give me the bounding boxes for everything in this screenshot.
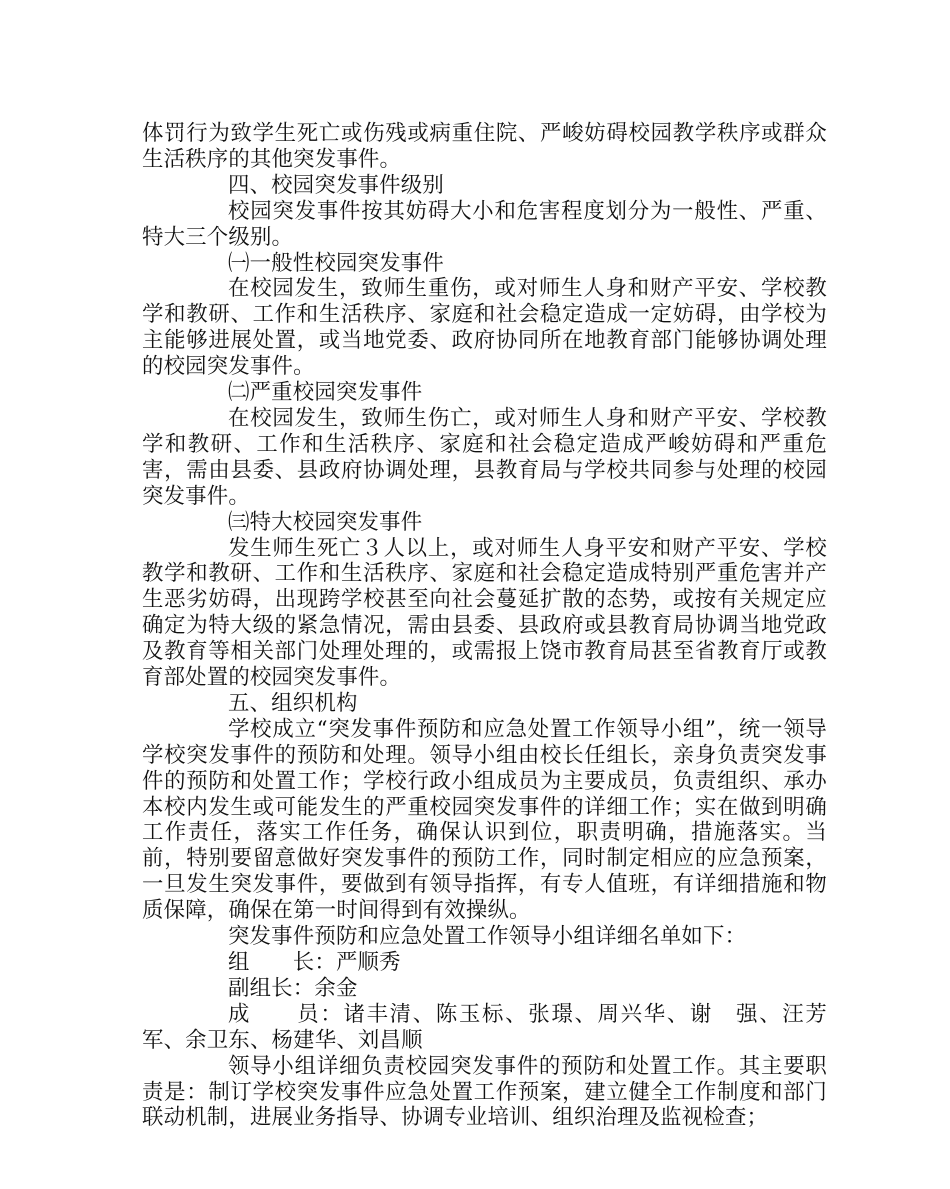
document-body (142, 121, 827, 1131)
member-line-members: 成 员：诸丰清、陈玉标、张璟、周兴华、谢 强、汪芳军、余卫东、杨建华、刘昌顺 (142, 1001, 827, 1053)
paragraph: 领导小组详细负责校园突发事件的预防和处置工作。其主要职责是：制订学校突发事件应急处置工作预案，建立健全工作制度和部门联动机制，进展业务指导、协调专业培训、组织治理及监视检查； (142, 1053, 827, 1131)
paragraph: 突发事件预防和应急处置工作领导小组详细名单如下： (228, 924, 747, 950)
member-line-leader: 组 长：严顺秀 (228, 950, 401, 975)
paragraph: 校园突发事件按其妨碍大小和危害程度划分为一般性、严重、特大三个级别。 (142, 198, 827, 250)
subsection-heading: ㈡严重校园突发事件 (228, 380, 423, 406)
paragraph: 在校园发生，致师生伤亡，或对师生人身和财产平安、学校教学和教研、工作和生活秩序、家庭和社会稳定造成严峻妨碍和严重危害，需由县委、县政府协调处理，县教育局与学校共同参与处理的校园突发事件。 (142, 405, 827, 509)
paragraph: 体罚行为致学生死亡或伤残或病重住院、严峻妨碍校园教学秩序或群众生活秩序的其他突发事件。 (142, 121, 827, 172)
member-line-deputy: 副组长：余金 (228, 975, 358, 1001)
section-heading: 五、组织机构 (228, 690, 358, 716)
section-heading: 四、校园突发事件级别 (228, 172, 444, 198)
paragraph: 发生师生死亡３人以上，或对师生人身平安和财产平安、学校教学和教研、工作和生活秩序、家庭和社会稳定造成特别严重危害并产生恶劣妨碍，出现跨学校甚至向社会蔓延扩散的态势，或按有关规定应确定为特大级的紧急情况，需由县委、县政府或县教育局协调当地党政及教育等相关部门处理处理的，或需报上饶市教育局甚至省教育厅或教育部处置的校园突发事件。 (142, 535, 827, 691)
paragraph: 在校园发生，致师生重伤，或对师生人身和财产平安、学校教学和教研、工作和生活秩序、家庭和社会稳定造成一定妨碍，由学校为主能够进展处置，或当地党委、政府协同所在地教育部门能够协调处理的校园突发事件。 (142, 276, 827, 380)
subsection-heading: ㈠一般性校园突发事件 (228, 250, 444, 276)
paragraph: 学校成立“突发事件预防和应急处置工作领导小组”，统一领导学校突发事件的预防和处理。领导小组由校长任组长，亲身负责突发事件的预防和处置工作；学校行政小组成员为主要成员，负责组织、承办本校内发生或可能发生的严重校园突发事件的详细工作；实在做到明确工作责任，落实工作任务，确保认识到位，职责明确，措施落实。当前，特别要留意做好突发事件的预防工作，同时制定相应的应急预案，一旦发生突发事件，要做到有领导指挥，有专人值班，有详细措施和物质保障，确保在第一时间得到有效操纵。 (142, 716, 827, 924)
subsection-heading: ㈢特大校园突发事件 (228, 509, 423, 535)
